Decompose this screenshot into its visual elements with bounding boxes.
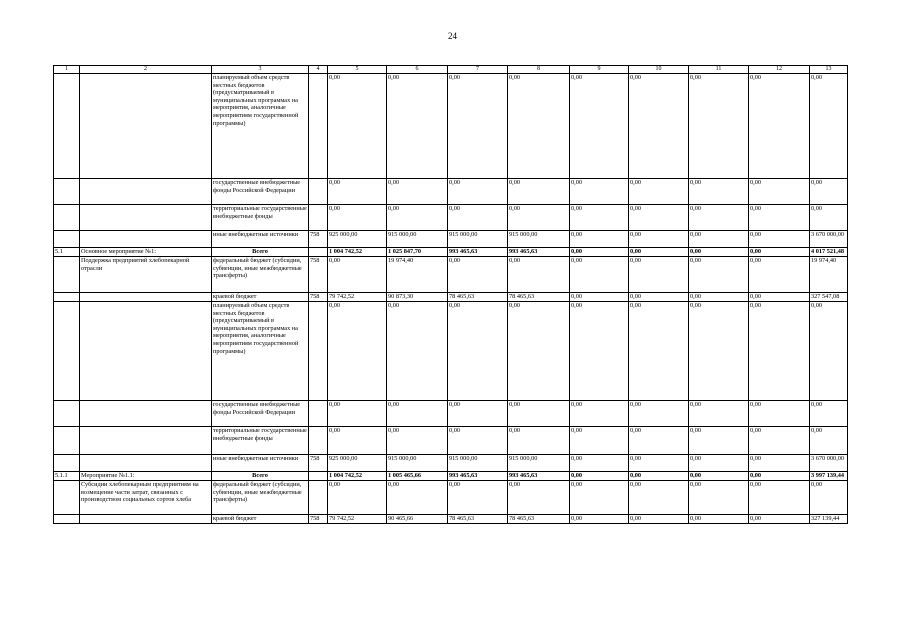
value-cell: 1 025 847,70 bbox=[387, 248, 448, 257]
value-cell: 0,00 bbox=[689, 515, 749, 524]
value-cell: 0,00 bbox=[387, 401, 448, 427]
value-cell: 79 742,52 bbox=[328, 293, 387, 302]
funding-source-cell: Всего bbox=[212, 248, 309, 257]
value-cell: 0,00 bbox=[387, 205, 448, 231]
row-number-cell bbox=[54, 427, 80, 455]
value-cell: 0,00 bbox=[328, 205, 387, 231]
funding-source-cell: иные внебюджетные источники bbox=[212, 231, 309, 248]
value-cell: 0,00 bbox=[629, 401, 689, 427]
column-number-row bbox=[54, 66, 848, 74]
value-cell: 0,00 bbox=[387, 179, 448, 205]
funding-source-cell: государственные внебюджетные фонды Российской Федерации bbox=[212, 401, 309, 427]
value-cell: 0,00 bbox=[749, 515, 810, 524]
value-cell: 0,00 bbox=[629, 179, 689, 205]
table-row bbox=[54, 472, 848, 481]
value-cell: 78 465,63 bbox=[508, 293, 570, 302]
value-cell: 79 742,52 bbox=[328, 515, 387, 524]
program-name-cell bbox=[80, 401, 212, 427]
value-cell: 0,00 bbox=[387, 74, 448, 179]
col-number: 10 bbox=[629, 66, 689, 74]
value-cell: 327 547,08 bbox=[810, 293, 848, 302]
value-cell: 0,00 bbox=[328, 401, 387, 427]
value-cell: 0,00 bbox=[749, 205, 810, 231]
value-cell: 0,00 bbox=[508, 401, 570, 427]
value-cell: 993 465,63 bbox=[448, 472, 508, 481]
row-number-cell bbox=[54, 481, 80, 515]
funding-source-cell: территориальные государственные внебюджетные фонды bbox=[212, 427, 309, 455]
value-cell: 0,00 bbox=[328, 481, 387, 515]
value-cell: 90 873,30 bbox=[387, 293, 448, 302]
value-cell: 0,00 bbox=[508, 179, 570, 205]
value-cell: 0,00 bbox=[689, 257, 749, 293]
value-cell: 78 465,63 bbox=[448, 515, 508, 524]
funding-source-cell: иные внебюджетные источники bbox=[212, 455, 309, 472]
program-name-cell bbox=[80, 515, 212, 524]
code-cell bbox=[309, 179, 328, 205]
value-cell: 0,00 bbox=[448, 401, 508, 427]
value-cell: 0,00 bbox=[570, 427, 629, 455]
value-cell: 19 974,40 bbox=[387, 257, 448, 293]
value-cell: 0,00 bbox=[570, 515, 629, 524]
table-row bbox=[54, 302, 848, 401]
value-cell: 0,00 bbox=[629, 515, 689, 524]
value-cell: 0,00 bbox=[689, 302, 749, 401]
value-cell: 0,00 bbox=[810, 205, 848, 231]
value-cell: 915 000,00 bbox=[448, 455, 508, 472]
value-cell: 0,00 bbox=[508, 257, 570, 293]
value-cell: 0,00 bbox=[689, 248, 749, 257]
funding-source-cell: территориальные государственные внебюджетные фонды bbox=[212, 205, 309, 231]
value-cell: 0,00 bbox=[328, 74, 387, 179]
row-number-cell bbox=[54, 74, 80, 179]
table-body bbox=[54, 66, 848, 524]
value-cell: 0,00 bbox=[749, 257, 810, 293]
funding-source-cell: краевой бюджет bbox=[212, 515, 309, 524]
table-row bbox=[54, 515, 848, 524]
col-number: 7 bbox=[448, 66, 508, 74]
value-cell: 0,00 bbox=[448, 74, 508, 179]
table-row bbox=[54, 427, 848, 455]
value-cell: 1 005 465,66 bbox=[387, 472, 448, 481]
program-name-cell: Мероприятие №1.1: bbox=[80, 472, 212, 481]
value-cell: 0,00 bbox=[629, 205, 689, 231]
value-cell: 0,00 bbox=[749, 302, 810, 401]
program-name-cell bbox=[80, 302, 212, 401]
program-name-cell bbox=[80, 427, 212, 455]
value-cell: 0,00 bbox=[629, 472, 689, 481]
value-cell: 0,00 bbox=[689, 293, 749, 302]
value-cell: 993 465,63 bbox=[508, 472, 570, 481]
value-cell: 0,00 bbox=[570, 248, 629, 257]
value-cell: 0,00 bbox=[689, 401, 749, 427]
code-cell bbox=[309, 481, 328, 515]
value-cell: 0,00 bbox=[448, 427, 508, 455]
value-cell: 0,00 bbox=[570, 401, 629, 427]
col-number: 11 bbox=[689, 66, 749, 74]
table-row bbox=[54, 205, 848, 231]
table-row bbox=[54, 74, 848, 179]
value-cell: 0,00 bbox=[570, 455, 629, 472]
funding-source-cell: Всего bbox=[212, 472, 309, 481]
value-cell: 0,00 bbox=[749, 455, 810, 472]
value-cell: 0,00 bbox=[508, 302, 570, 401]
table-row bbox=[54, 179, 848, 205]
value-cell: 0,00 bbox=[629, 427, 689, 455]
value-cell: 0,00 bbox=[749, 481, 810, 515]
table-row bbox=[54, 248, 848, 257]
code-cell bbox=[309, 248, 328, 257]
value-cell: 0,00 bbox=[328, 179, 387, 205]
table-row bbox=[54, 481, 848, 515]
code-cell bbox=[309, 472, 328, 481]
value-cell: 0,00 bbox=[328, 302, 387, 401]
row-number-cell bbox=[54, 257, 80, 293]
table-row bbox=[54, 401, 848, 427]
program-name-cell: Поддержка предприятий хлебопекарной отрасли bbox=[80, 257, 212, 293]
value-cell: 4 017 521,48 bbox=[810, 248, 848, 257]
funding-source-cell: планируемый объем средств местных бюджетов (предусматриваемый в муниципальных программах на мероприятия, аналогичные мероприятиям государственной программы) bbox=[212, 74, 309, 179]
value-cell: 0,00 bbox=[810, 74, 848, 179]
value-cell: 0,00 bbox=[689, 481, 749, 515]
value-cell: 0,00 bbox=[749, 179, 810, 205]
funding-source-cell: государственные внебюджетные фонды Российской Федерации bbox=[212, 179, 309, 205]
row-number-cell: 5.1.1 bbox=[54, 472, 80, 481]
value-cell: 915 000,00 bbox=[508, 455, 570, 472]
col-number: 3 bbox=[212, 66, 309, 74]
table-row bbox=[54, 455, 848, 472]
code-cell: 758 bbox=[309, 257, 328, 293]
value-cell: 0,00 bbox=[570, 257, 629, 293]
code-cell: 758 bbox=[309, 455, 328, 472]
value-cell: 993 465,63 bbox=[448, 248, 508, 257]
value-cell: 1 004 742,52 bbox=[328, 248, 387, 257]
page-number: 24 bbox=[448, 31, 457, 41]
value-cell: 0,00 bbox=[810, 401, 848, 427]
code-cell: 758 bbox=[309, 515, 328, 524]
value-cell: 90 465,66 bbox=[387, 515, 448, 524]
code-cell bbox=[309, 74, 328, 179]
value-cell: 3 997 139,44 bbox=[810, 472, 848, 481]
value-cell: 3 670 000,00 bbox=[810, 231, 848, 248]
value-cell: 0,00 bbox=[810, 179, 848, 205]
value-cell: 0,00 bbox=[328, 427, 387, 455]
value-cell: 0,00 bbox=[448, 205, 508, 231]
value-cell: 0,00 bbox=[689, 179, 749, 205]
row-number-cell bbox=[54, 179, 80, 205]
program-name-cell bbox=[80, 205, 212, 231]
value-cell: 0,00 bbox=[749, 401, 810, 427]
value-cell: 0,00 bbox=[570, 302, 629, 401]
value-cell: 925 000,00 bbox=[328, 231, 387, 248]
value-cell: 0,00 bbox=[570, 74, 629, 179]
budget-table bbox=[53, 65, 848, 524]
value-cell: 0,00 bbox=[749, 248, 810, 257]
value-cell: 0,00 bbox=[629, 481, 689, 515]
value-cell: 0,00 bbox=[448, 257, 508, 293]
funding-source-cell: федеральный бюджет (субсидии, субвенции, иные межбюджетные трансферты) bbox=[212, 481, 309, 515]
value-cell: 0,00 bbox=[749, 74, 810, 179]
row-number-cell bbox=[54, 401, 80, 427]
code-cell: 758 bbox=[309, 293, 328, 302]
value-cell: 19 974,40 bbox=[810, 257, 848, 293]
value-cell: 0,00 bbox=[570, 293, 629, 302]
row-number-cell bbox=[54, 302, 80, 401]
row-number-cell bbox=[54, 455, 80, 472]
row-number-cell bbox=[54, 231, 80, 248]
funding-source-cell: планируемый объем средств местных бюджетов (предусматриваемый в муниципальных программах на мероприятия, аналогичные мероприятиям государственной программы) bbox=[212, 302, 309, 401]
value-cell: 0,00 bbox=[570, 179, 629, 205]
value-cell: 0,00 bbox=[749, 427, 810, 455]
row-number-cell bbox=[54, 515, 80, 524]
value-cell: 0,00 bbox=[570, 481, 629, 515]
program-name-cell: Основное мероприятие №1: bbox=[80, 248, 212, 257]
value-cell: 0,00 bbox=[508, 427, 570, 455]
col-number: 13 bbox=[810, 66, 848, 74]
value-cell: 0,00 bbox=[689, 427, 749, 455]
value-cell: 0,00 bbox=[629, 302, 689, 401]
value-cell: 0,00 bbox=[749, 293, 810, 302]
col-number: 2 bbox=[80, 66, 212, 74]
table-row bbox=[54, 257, 848, 293]
code-cell bbox=[309, 205, 328, 231]
code-cell: 758 bbox=[309, 231, 328, 248]
value-cell: 915 000,00 bbox=[448, 231, 508, 248]
value-cell: 78 465,63 bbox=[508, 515, 570, 524]
code-cell bbox=[309, 302, 328, 401]
value-cell: 0,00 bbox=[387, 302, 448, 401]
value-cell: 0,00 bbox=[508, 205, 570, 231]
value-cell: 0,00 bbox=[328, 257, 387, 293]
col-number: 8 bbox=[508, 66, 570, 74]
value-cell: 0,00 bbox=[570, 231, 629, 248]
value-cell: 0,00 bbox=[629, 74, 689, 179]
row-number-cell bbox=[54, 293, 80, 302]
value-cell: 925 000,00 bbox=[328, 455, 387, 472]
col-number: 4 bbox=[309, 66, 328, 74]
table-row bbox=[54, 293, 848, 302]
row-number-cell: 5.1 bbox=[54, 248, 80, 257]
value-cell: 915 000,00 bbox=[387, 231, 448, 248]
value-cell: 0,00 bbox=[508, 74, 570, 179]
value-cell: 0,00 bbox=[749, 472, 810, 481]
value-cell: 0,00 bbox=[629, 231, 689, 248]
value-cell: 0,00 bbox=[629, 257, 689, 293]
program-name-cell bbox=[80, 293, 212, 302]
value-cell: 78 465,63 bbox=[448, 293, 508, 302]
value-cell: 0,00 bbox=[810, 481, 848, 515]
program-name-cell bbox=[80, 74, 212, 179]
value-cell: 0,00 bbox=[689, 74, 749, 179]
value-cell: 327 139,44 bbox=[810, 515, 848, 524]
value-cell: 0,00 bbox=[570, 472, 629, 481]
value-cell: 0,00 bbox=[810, 427, 848, 455]
value-cell: 0,00 bbox=[629, 455, 689, 472]
program-name-cell bbox=[80, 455, 212, 472]
value-cell: 0,00 bbox=[689, 472, 749, 481]
funding-source-cell: федеральный бюджет (субсидии, субвенции, иные межбюджетные трансферты) bbox=[212, 257, 309, 293]
program-name-cell bbox=[80, 179, 212, 205]
value-cell: 0,00 bbox=[810, 302, 848, 401]
row-number-cell bbox=[54, 205, 80, 231]
value-cell: 0,00 bbox=[570, 205, 629, 231]
value-cell: 1 004 742,52 bbox=[328, 472, 387, 481]
code-cell bbox=[309, 401, 328, 427]
value-cell: 0,00 bbox=[689, 455, 749, 472]
program-name-cell bbox=[80, 231, 212, 248]
program-name-cell: Субсидии хлебопекарным предприятиям на возмещение части затрат, связанных с производством социальных сортов хлеба bbox=[80, 481, 212, 515]
funding-source-cell: краевой бюджет bbox=[212, 293, 309, 302]
value-cell: 0,00 bbox=[448, 179, 508, 205]
value-cell: 915 000,00 bbox=[508, 231, 570, 248]
value-cell: 3 670 000,00 bbox=[810, 455, 848, 472]
table-row bbox=[54, 231, 848, 248]
value-cell: 0,00 bbox=[629, 248, 689, 257]
value-cell: 0,00 bbox=[508, 481, 570, 515]
value-cell: 0,00 bbox=[689, 231, 749, 248]
col-number: 1 bbox=[54, 66, 80, 74]
col-number: 9 bbox=[570, 66, 629, 74]
value-cell: 915 000,00 bbox=[387, 455, 448, 472]
value-cell: 0,00 bbox=[749, 231, 810, 248]
value-cell: 0,00 bbox=[629, 293, 689, 302]
col-number: 6 bbox=[387, 66, 448, 74]
value-cell: 0,00 bbox=[448, 481, 508, 515]
col-number: 12 bbox=[749, 66, 810, 74]
code-cell bbox=[309, 427, 328, 455]
value-cell: 0,00 bbox=[387, 481, 448, 515]
value-cell: 0,00 bbox=[448, 302, 508, 401]
value-cell: 993 465,63 bbox=[508, 248, 570, 257]
value-cell: 0,00 bbox=[387, 427, 448, 455]
value-cell: 0,00 bbox=[689, 205, 749, 231]
col-number: 5 bbox=[328, 66, 387, 74]
